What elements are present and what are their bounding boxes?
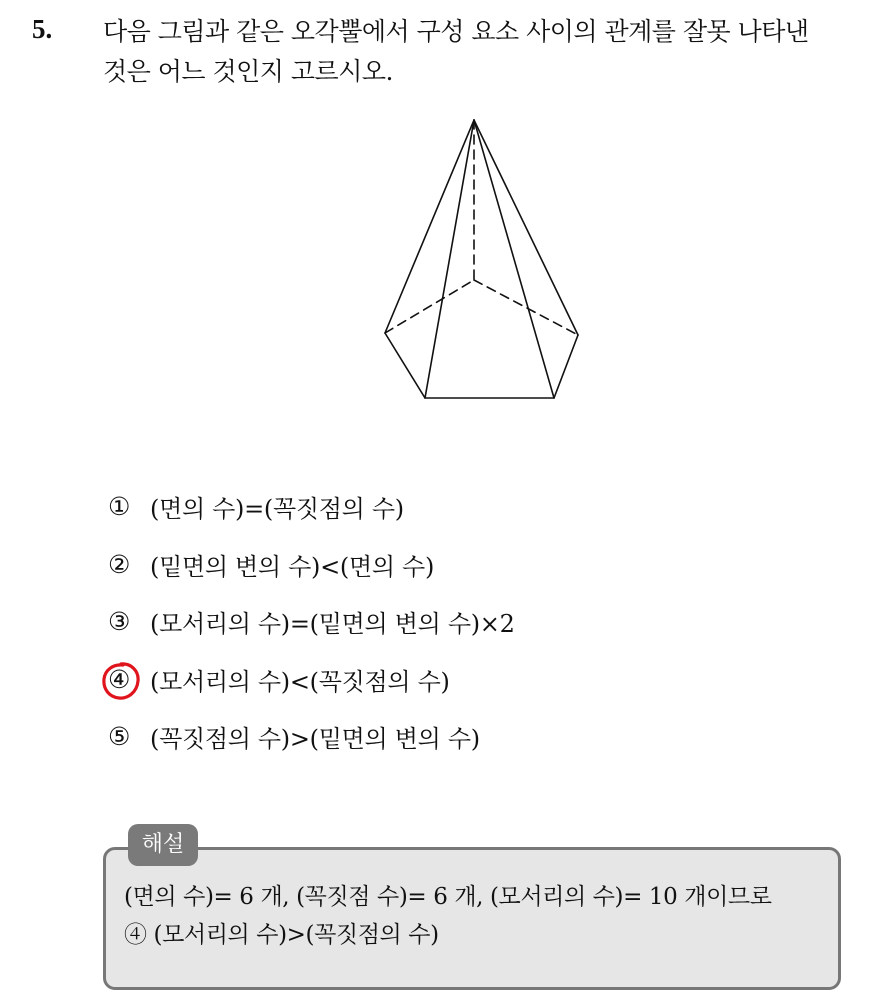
choice-5-number: ⑤	[108, 722, 131, 752]
edge-apex-left	[385, 120, 474, 333]
pentagonal-pyramid-figure	[370, 108, 600, 408]
choice-2-text: (밑면의 변의 수)<(면의 수)	[150, 552, 435, 581]
question-text	[103, 12, 873, 92]
choice-2-number: ②	[108, 549, 131, 579]
hidden-edge-base-right	[474, 280, 578, 335]
explanation-text	[124, 878, 839, 954]
choice-5[interactable]	[108, 708, 808, 766]
choice-3[interactable]	[108, 593, 808, 651]
choice-3-text: (모서리의 수)=(밑면의 변의 수)×2	[150, 610, 515, 639]
base-front-edges	[385, 333, 578, 398]
choice-1[interactable]	[108, 478, 808, 536]
explanation-line-1: (면의 수)= 6 개, (꼭짓점 수)= 6 개, (모서리의 수)= 10 개이므로	[124, 884, 772, 910]
choice-4[interactable]	[108, 651, 808, 709]
choice-1-number: ①	[108, 492, 131, 522]
choice-3-number: ③	[108, 607, 131, 637]
question-number: 5.	[32, 14, 53, 44]
choice-2[interactable]	[108, 536, 808, 594]
explanation-line-2: ④ (모서리의 수)>(꼭짓점의 수)	[124, 922, 439, 948]
hidden-edge-base-left	[385, 280, 474, 333]
choice-1-text: (면의 수)=(꼭짓점의 수)	[150, 495, 404, 524]
choice-4-text: (모서리의 수)<(꼭짓점의 수)	[150, 667, 450, 696]
explanation-tag: 해설	[128, 824, 198, 866]
question-line-2: 것은 어느 것인지 고르시오.	[103, 57, 393, 86]
choice-4-number: ④	[108, 664, 131, 694]
choice-5-text: (꼭짓점의 수)>(밑면의 변의 수)	[150, 725, 480, 754]
choice-list	[108, 478, 808, 766]
edge-apex-front-left	[425, 120, 474, 398]
question-line-1: 다음 그림과 같은 오각뿔에서 구성 요소 사이의 관계를 잘못 나타낸	[103, 17, 809, 46]
